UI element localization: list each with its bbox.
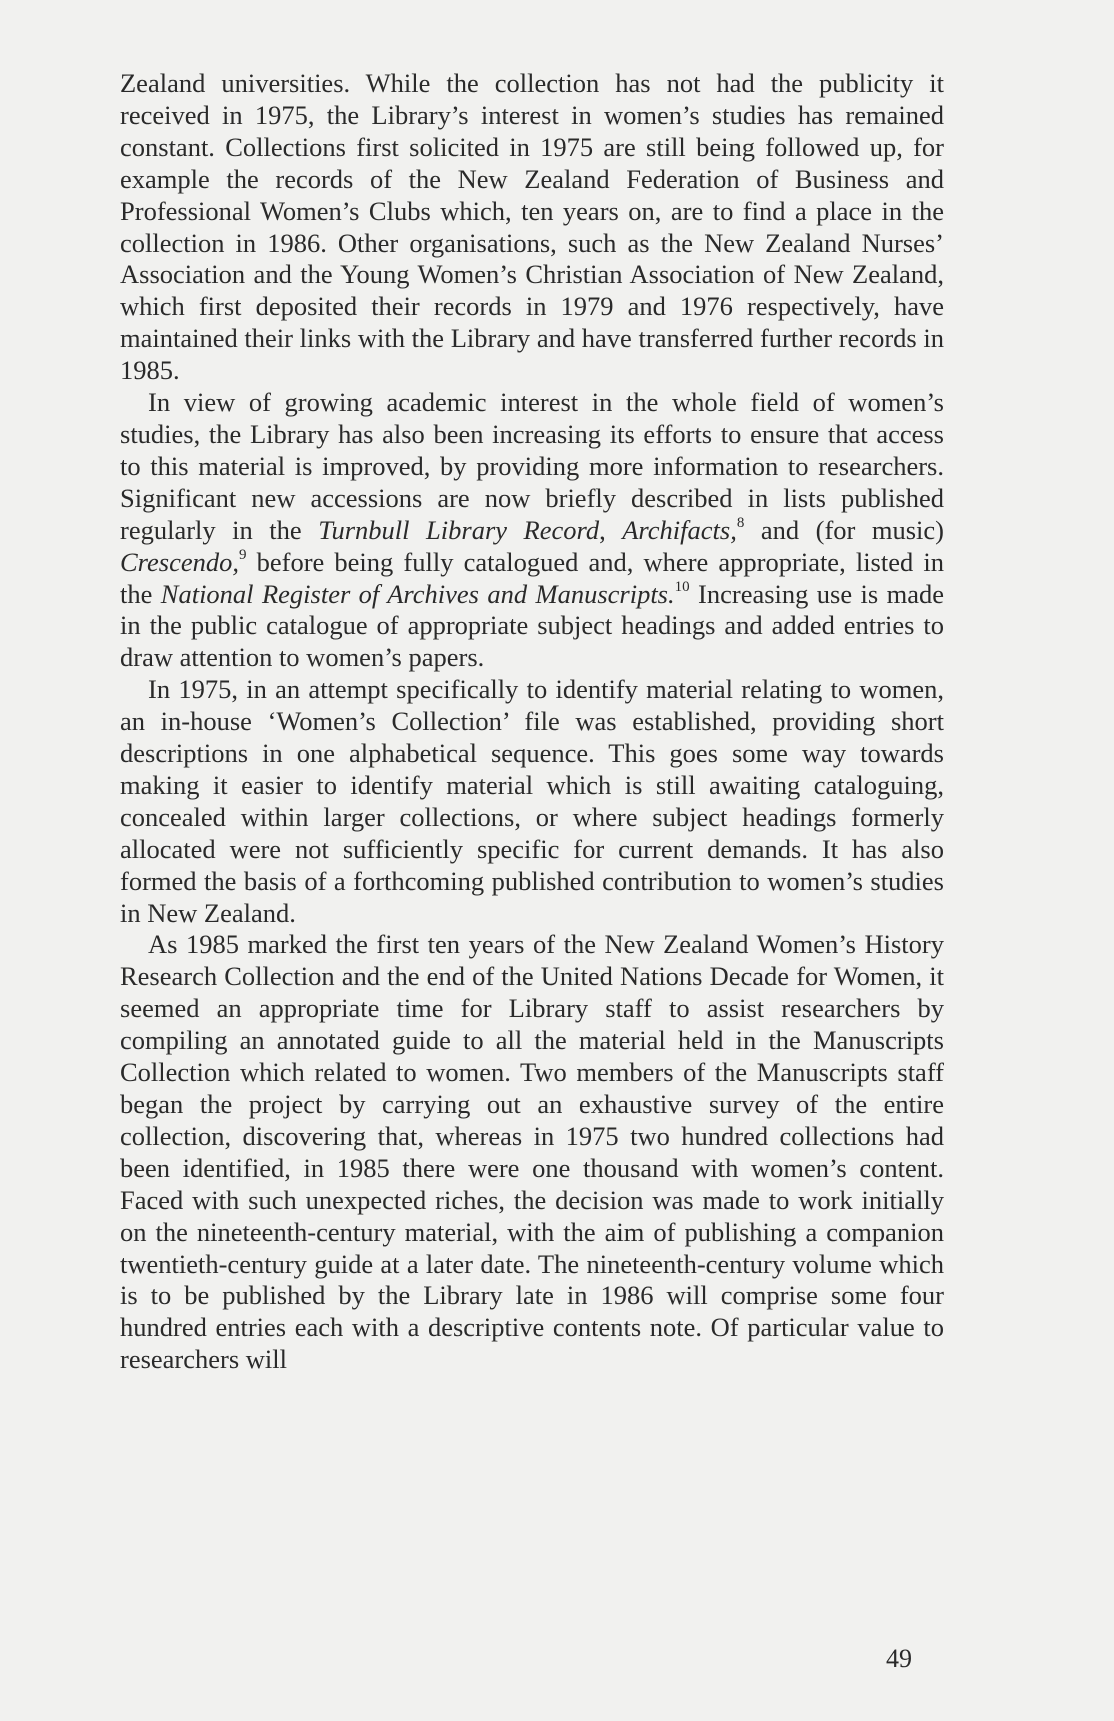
text-run: before being fully catalogued and, where appropriate, listed in the bbox=[120, 546, 944, 609]
italic-title: , bbox=[730, 514, 737, 545]
text-run: In 1975, in an attempt specifically to identify material relating to women, an in-house ‘Women’s Collection’ file was established, providing short descriptions in one alphabetical sequence. This goes some way towards making it easier to identify material which is still awaiting cataloguing, concealed within larger collections, or where subject headings formerly allocated were not sufficiently specific for current demands. It has also formed the basis of a forthcoming published contribution to women’s studies in New Zealand. bbox=[120, 674, 944, 928]
italic-title: , bbox=[232, 546, 239, 577]
italic-title: Archifacts bbox=[622, 514, 731, 545]
text-run: and (for music) bbox=[744, 514, 945, 545]
footnote-ref: 10 bbox=[674, 578, 690, 595]
text-run: In view of growing academic interest in the whole field of women’s studies, the Library has also been increasing its efforts to ensure that access to this material is improved, by providing more information to researchers. Significant new accessions are now briefly described in lists published regularly in the bbox=[120, 387, 944, 545]
footnote-ref: 8 bbox=[736, 514, 745, 531]
page-number: 49 bbox=[886, 1644, 912, 1673]
paragraph bbox=[120, 674, 944, 929]
italic-title: Turnbull Library Record bbox=[318, 514, 600, 545]
italic-title: . bbox=[668, 578, 675, 609]
text-run: As 1985 marked the first ten years of the New Zealand Women’s History Research Collection and the end of the United Nations Decade for Women, it seemed an appropriate time for Library staff to assist researchers by compiling an annotated guide to all the material held in the Manuscripts Collection which related to women. Two members of the Manuscripts staff began the project by carrying out an exhaustive survey of the entire collection, discovering that, whereas in 1975 two hundred collections had been identified, in 1985 there were one thousand with women’s content. Faced with such unexpected riches, the decision was made to work initially on the nineteenth-century material, with the aim of publishing a companion twentieth-century guide at a later date. The nineteenth-century volume which is to be published by the Library late in 1986 will comprise some four hundred entries each with a descriptive contents note. Of particular value to researchers will bbox=[120, 929, 944, 1375]
paragraph bbox=[120, 387, 944, 674]
italic-title: Crescendo bbox=[120, 546, 233, 577]
text-run: Zealand universities. While the collection has not had the publicity it received in 1975, the Library’s interest in women’s studies has remained constant. Collections first solicited in 1975 are still being followed up, for example the records of the New Zealand Federation of Business and Professional Women’s Clubs which, ten years on, are to find a place in the collection in 1986. Other organisations, such as the New Zealand Nurses’ Association and the Young Women’s Christian Association of New Zealand, which first deposited their records in 1979 and 1976 respectively, have maintained their links with the Library and have transferred further records in 1985. bbox=[120, 68, 944, 386]
text-run: , bbox=[599, 514, 623, 545]
italic-title: National Register of Archives and Manuscripts bbox=[160, 578, 668, 609]
text-run: Increasing use is made in the public catalogue of appropriate subject headings and added entries to draw attention to women’s papers. bbox=[120, 578, 944, 673]
body-text bbox=[120, 68, 944, 1376]
paragraph bbox=[120, 929, 944, 1376]
paragraph bbox=[120, 68, 944, 387]
footnote-ref: 9 bbox=[238, 546, 247, 563]
